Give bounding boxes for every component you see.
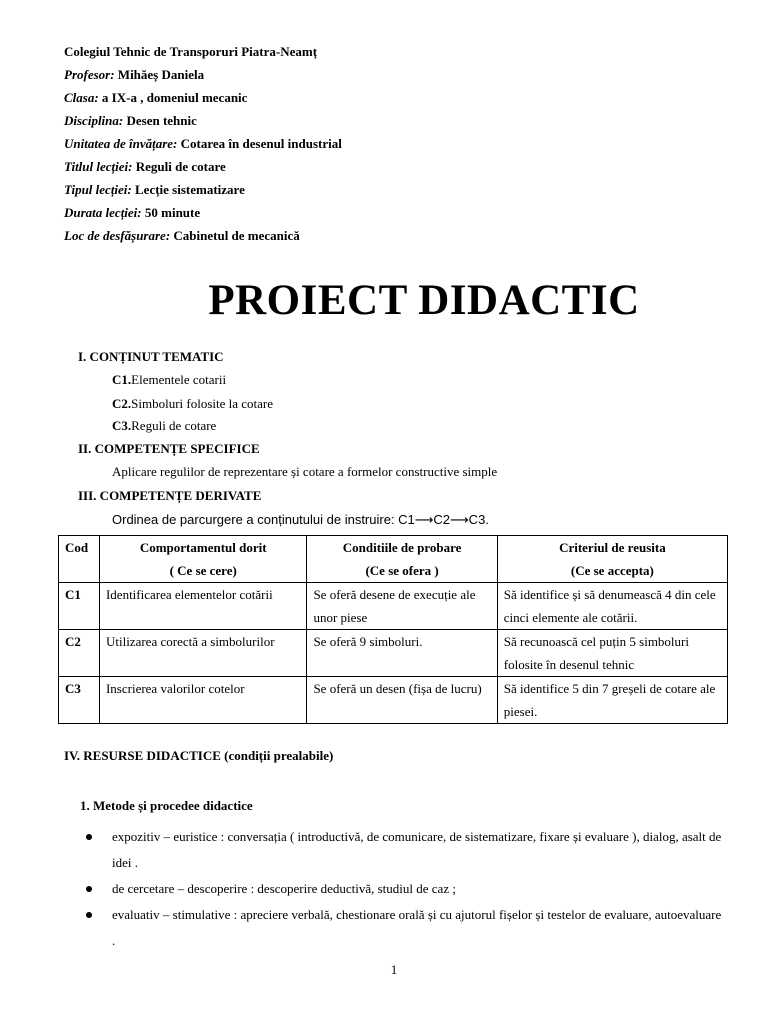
section-2-heading: II. COMPETENȚE SPECIFICE [78, 441, 260, 456]
cell-conditii: Se oferă un desen (fișa de lucru) [307, 677, 497, 724]
list-item: evaluativ – stimulative : apreciere verbală, chestionare orală și cu ajutorul fișelor și testelor de evaluare, autoevaluare . [86, 902, 726, 954]
section-3-text: Ordinea de parcurgere a conținutului de instruire: C1⟶C2⟶C3. [112, 512, 489, 527]
list-item: expozitiv – euristice : conversația ( introductivă, de comunicare, de sistematizare, fixare și evaluare ), dialog, asalt de idei . [86, 824, 726, 876]
header-info [64, 40, 342, 247]
header-row-unit: Unitatea de învățare: Cotarea în desenul industrial [64, 136, 342, 151]
bullet-icon [86, 912, 92, 918]
section-4-subheading: 1. Metode și procedee didactice [80, 798, 253, 813]
cell-criteriu: Să identifice 5 din 7 greșeli de cotare ale piesei. [497, 677, 727, 724]
methods-list [86, 824, 726, 954]
th-comportament: Comportamentul dorit ( Ce se cere) [99, 536, 306, 583]
cell-comportament: Utilizarea corectă a simbolurilor [99, 630, 306, 677]
cell-cod: C3 [59, 677, 100, 724]
header-row-teacher: Profesor: Mihăeș Daniela [64, 67, 205, 82]
cell-conditii: Se oferă 9 simboluri. [307, 630, 497, 677]
page-title: PROIECT DIDACTIC [208, 277, 640, 324]
cell-comportament: Identificarea elementelor cotării [99, 583, 306, 630]
table-header-row [59, 536, 728, 583]
list-item: de cercetare – descoperire : descoperire deductivă, studiul de caz ; [86, 876, 726, 902]
section-4-heading: IV. RESURSE DIDACTICE (condiții prealabile) [64, 748, 334, 763]
table-row [59, 630, 728, 677]
header-row-duration: Durata lecției: 50 minute [64, 205, 201, 220]
header-row-lesson-type: Tipul lecției: Lecție sistematizare [64, 182, 245, 197]
cell-criteriu: Să identifice și să denumească 4 din cele cinci elemente ale cotării. [497, 583, 727, 630]
header-row-class: Clasa: a IX-a , domeniul mecanic [64, 90, 248, 105]
bullet-icon [86, 886, 92, 892]
cell-criteriu: Să recunoască cel puțin 5 simboluri folosite în desenul tehnic [497, 630, 727, 677]
header-row-discipline: Disciplina: Desen tehnic [64, 113, 197, 128]
table-row [59, 677, 728, 724]
th-conditii: Conditiile de probare (Ce se ofera ) [307, 536, 497, 583]
header-row-location: Loc de desfășurare: Cabinetul de mecanică [64, 228, 300, 243]
cell-comportament: Inscrierea valorilor cotelor [99, 677, 306, 724]
objectives-table [58, 535, 728, 724]
school-name: Colegiul Tehnic de Transporuri Piatra-Neamț [64, 44, 318, 59]
header-row-lesson-title: Titlul lecției: Reguli de cotare [64, 159, 226, 174]
header-row-school [64, 40, 342, 63]
section-1-heading: I. CONȚINUT TEMATIC [78, 349, 224, 364]
cell-conditii: Se oferă desene de execuție ale unor piese [307, 583, 497, 630]
section-1-item-c2: C2.Simboluri folosite la cotare [112, 396, 274, 411]
section-1-item-c3: C3.Reguli de cotare [112, 418, 217, 433]
table-row [59, 583, 728, 630]
bullet-icon [86, 834, 92, 840]
page-number: 1 [390, 962, 398, 977]
section-2-text: Aplicare regulilor de reprezentare și cotare a formelor constructive simple [112, 464, 498, 479]
cell-cod: C1 [59, 583, 100, 630]
teacher-name: Mihăeș Daniela [117, 67, 205, 82]
section-1-item-c1: C1.Elementele cotarii [112, 372, 227, 387]
th-criteriu: Criteriul de reusita (Ce se accepta) [497, 536, 727, 583]
th-cod: Cod [59, 536, 100, 583]
section-3-heading: III. COMPETENȚE DERIVATE [78, 488, 262, 503]
cell-cod: C2 [59, 630, 100, 677]
